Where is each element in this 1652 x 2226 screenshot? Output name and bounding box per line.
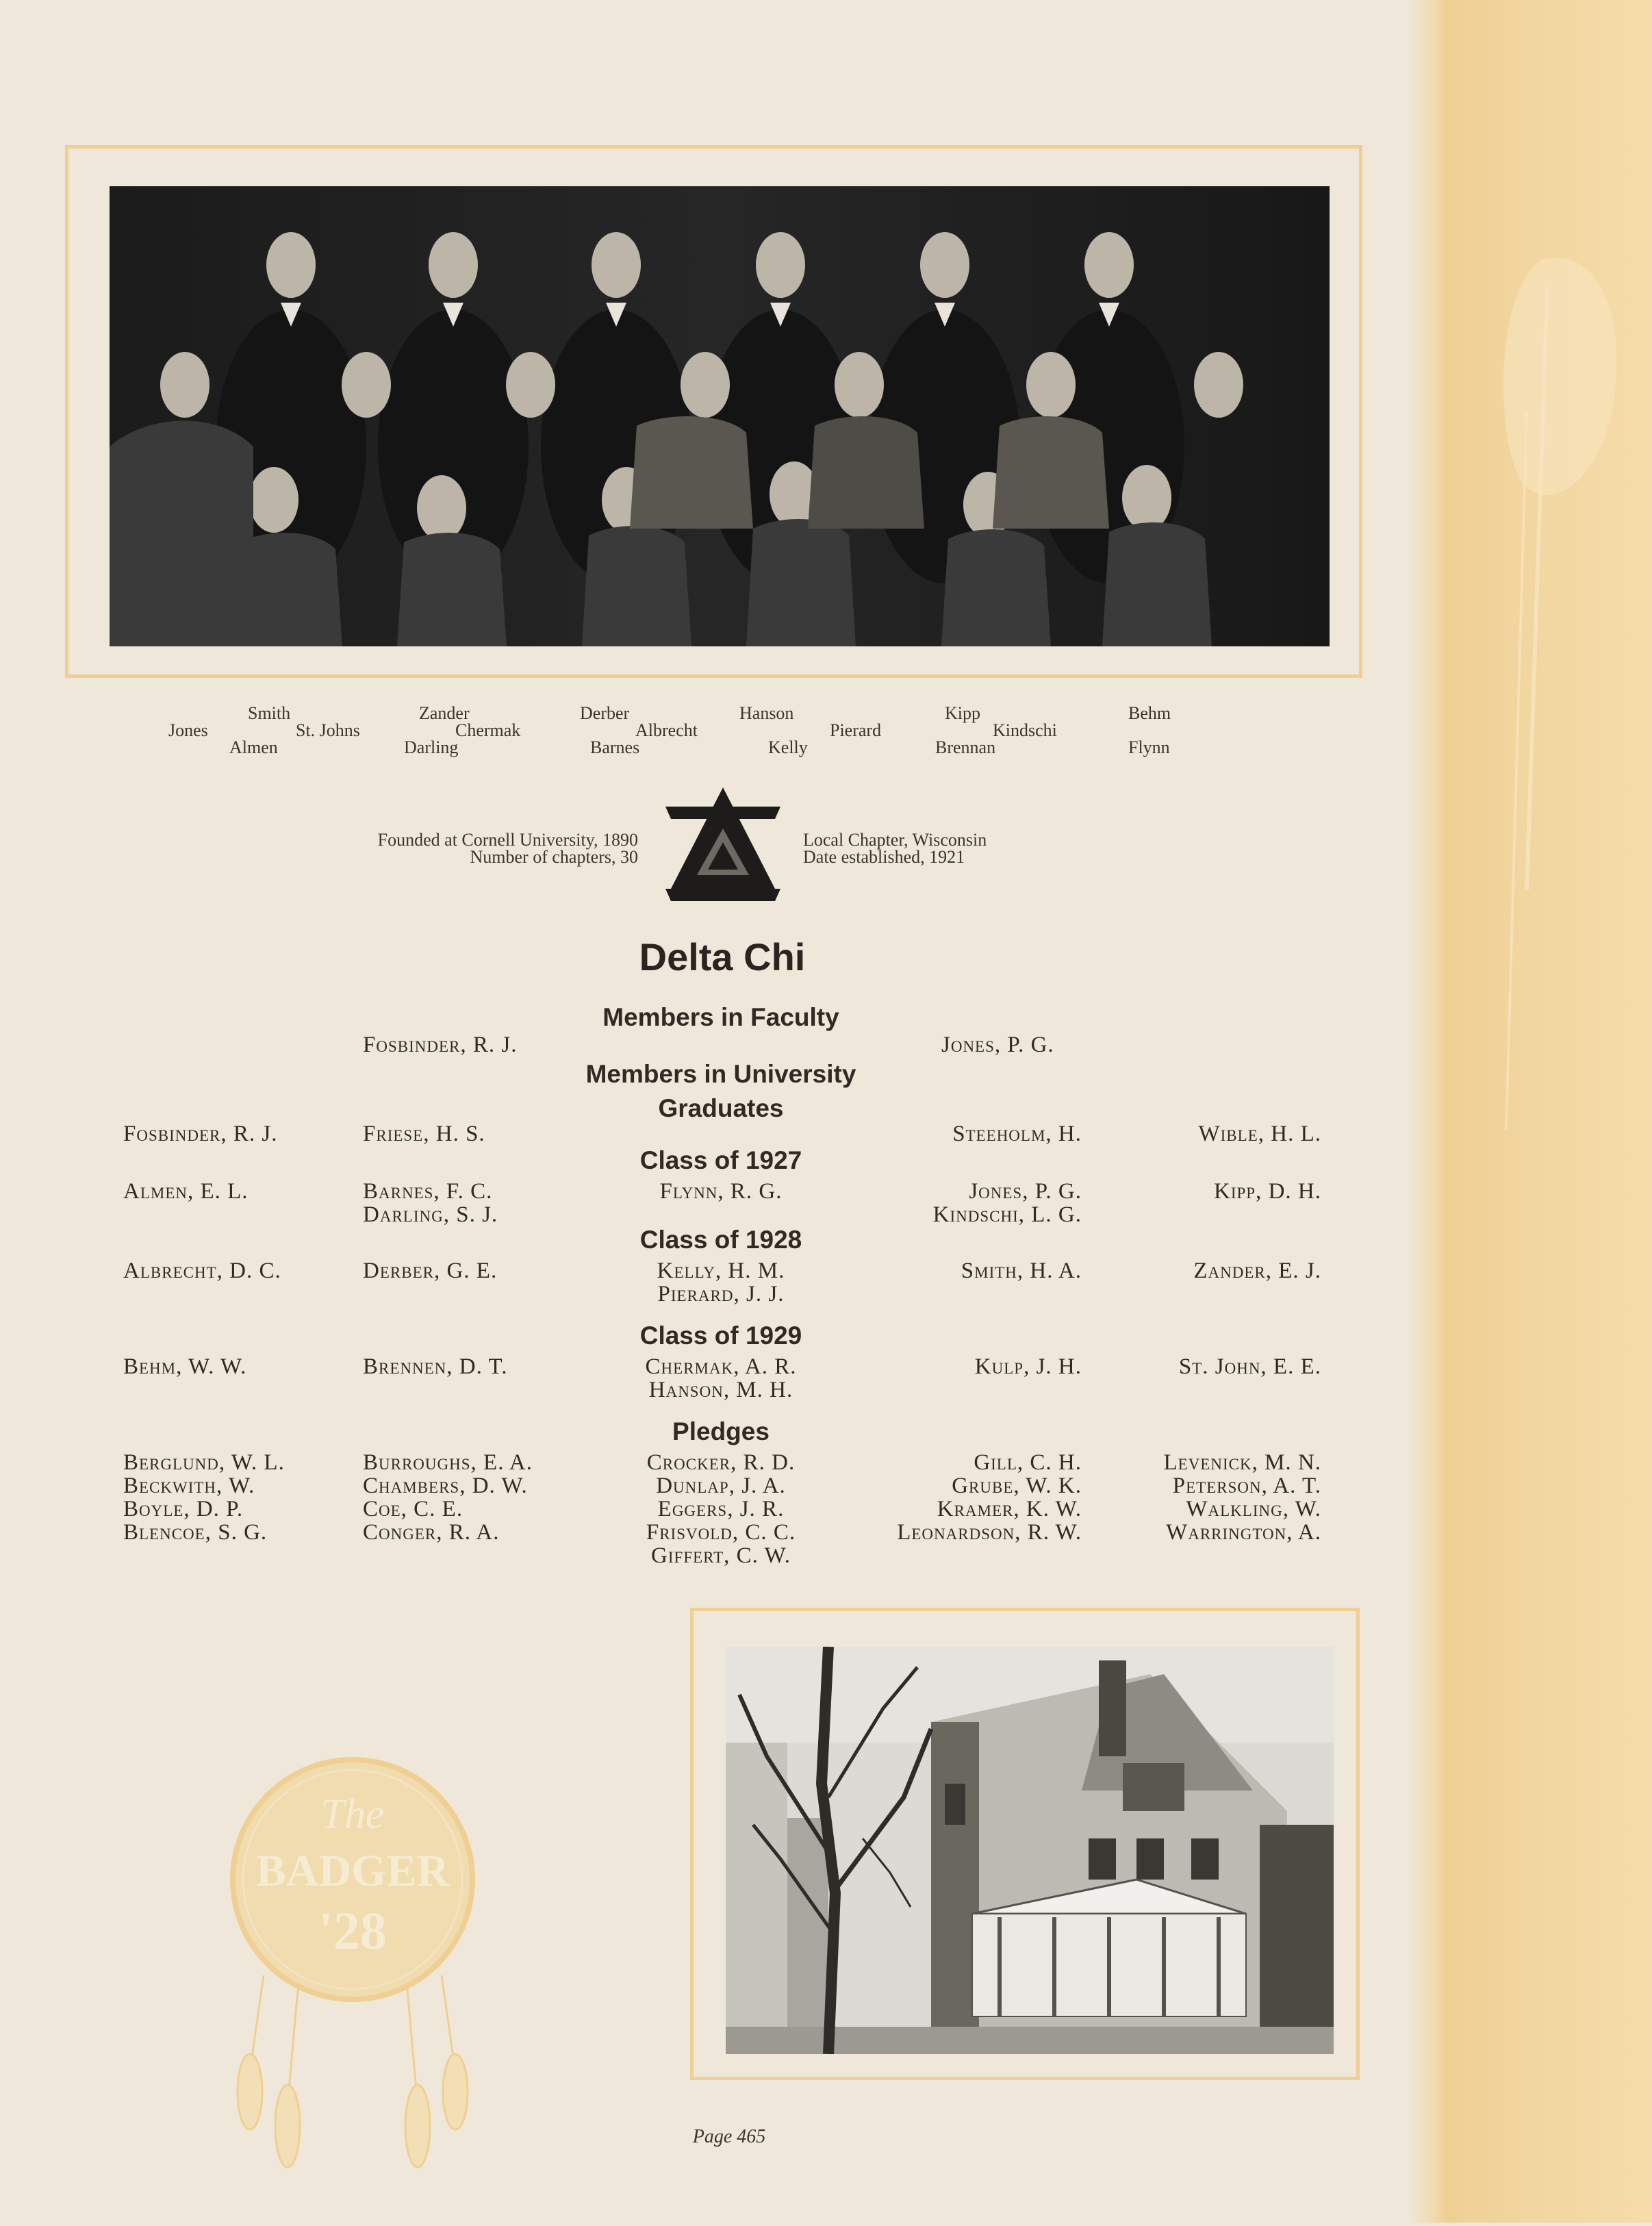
member-entry: Hanson, M. H. [648, 1378, 793, 1402]
pledge-entry: Dunlap, J. A. [656, 1474, 786, 1498]
member-entry: Fosbinder, R. J. [363, 1033, 518, 1057]
pledge-entry: Conger, R. A. [363, 1520, 500, 1545]
house-photo [726, 1647, 1334, 2054]
section-heading-1928: Class of 1928 [639, 1226, 802, 1254]
pledge-entry: Levenick, M. N. [1163, 1450, 1321, 1475]
caption-name: Zander [419, 703, 470, 723]
member-entry: Kulp, J. H. [974, 1354, 1082, 1379]
caption-name: Flynn [1128, 737, 1170, 757]
pledge-entry: Grube, W. K. [952, 1474, 1082, 1498]
member-entry: Jones, P. G. [941, 1033, 1054, 1057]
pledge-entry: Crocker, R. D. [646, 1450, 796, 1475]
emblem-the: The [320, 1791, 385, 1838]
pledge-entry: Blencoe, S. G. [123, 1520, 268, 1545]
member-entry: Albrecht, D. C. [123, 1259, 281, 1283]
pledge-entry: Giffert, C. W. [651, 1543, 791, 1568]
member-entry: St. John, E. E. [1178, 1354, 1321, 1379]
member-entry: Flynn, R. G. [659, 1179, 783, 1204]
member-entry: Brennen, D. T. [363, 1354, 508, 1379]
pledge-entry: Boyle, D. P. [123, 1497, 244, 1521]
caption-name: Chermak [455, 720, 521, 740]
page-title: Delta Chi [639, 935, 806, 978]
member-entry: Smith, H. A. [961, 1259, 1082, 1283]
section-heading-1927: Class of 1927 [639, 1146, 802, 1174]
page-edge-band [1445, 0, 1652, 2223]
pledge-entry: Berglund, W. L. [123, 1450, 285, 1475]
local-chapter-line: Local Chapter, Wisconsin [803, 830, 987, 850]
member-entry: Behm, W. W. [123, 1354, 247, 1379]
caption-name: Smith [248, 703, 291, 723]
pledge-entry: Burroughs, E. A. [363, 1450, 533, 1475]
emblem-year: '28 [318, 1901, 387, 1960]
member-entry: Kipp, D. H. [1214, 1179, 1321, 1204]
pledge-entry: Eggers, J. R. [657, 1497, 785, 1521]
caption-name: Behm [1128, 703, 1171, 723]
delta-chi-crest [665, 786, 780, 906]
pledge-entry: Beckwith, W. [123, 1474, 255, 1498]
member-entry: Kelly, H. M. [657, 1259, 785, 1283]
caption-name: Brennan [935, 737, 996, 757]
pledge-entry: Peterson, A. T. [1172, 1474, 1321, 1498]
emblem-badger: BADGER [255, 1846, 450, 1896]
member-entry: Kindschi, L. G. [932, 1202, 1082, 1227]
member-entry: Darling, S. J. [363, 1202, 498, 1227]
group-photo [110, 186, 1330, 646]
section-heading-graduates: Graduates [658, 1094, 784, 1122]
member-entry: Derber, G. E. [363, 1259, 498, 1283]
member-entry: Friese, H. S. [363, 1122, 485, 1146]
pledge-entry: Chambers, D. W. [363, 1474, 528, 1498]
member-entry: Pierard, J. J. [657, 1282, 785, 1306]
caption-name: Hanson [739, 703, 794, 723]
member-entry: Fosbinder, R. J. [123, 1122, 278, 1146]
member-entry: Jones, P. G. [969, 1179, 1082, 1204]
member-entry: Zander, E. J. [1193, 1259, 1321, 1283]
pledge-entry: Gill, C. H. [974, 1450, 1082, 1475]
caption-name: Almen [229, 737, 278, 757]
badger-emblem [223, 1749, 483, 2174]
caption-name: Kipp [945, 703, 980, 723]
pledge-entry: Coe, C. E. [363, 1497, 463, 1521]
pledge-entry: Kramer, K. W. [937, 1497, 1082, 1521]
caption-name: Derber [580, 703, 630, 723]
member-entry: Wible, H. L. [1198, 1122, 1321, 1146]
member-entry: Barnes, F. C. [363, 1179, 493, 1204]
member-entry: Steeholm, H. [952, 1122, 1082, 1146]
member-entry: Almen, E. L. [123, 1179, 249, 1204]
chapters-line: Number of chapters, 30 [470, 847, 638, 867]
caption-name: Barnes [590, 737, 640, 757]
section-heading-faculty: Members in Faculty [602, 1003, 839, 1031]
caption-name: Jones [168, 720, 208, 740]
page-edge-strip [1407, 0, 1448, 2223]
section-heading-1929: Class of 1929 [639, 1321, 802, 1350]
pledge-entry: Leonardson, R. W. [897, 1520, 1082, 1545]
caption-name: St. Johns [296, 720, 360, 740]
feather-decoration [1445, 0, 1652, 2223]
page-number: Page 465 [692, 2126, 766, 2147]
caption-name: Kindschi [993, 720, 1057, 740]
section-heading-university: Members in University [585, 1060, 856, 1088]
caption-name: Pierard [830, 720, 882, 740]
caption-name: Kelly [768, 737, 808, 757]
pledge-entry: Walkling, W. [1186, 1497, 1321, 1521]
section-heading-pledges: Pledges [672, 1417, 770, 1445]
caption-name: Albrecht [635, 720, 698, 740]
established-line: Date established, 1921 [803, 847, 965, 867]
member-entry: Chermak, A. R. [645, 1354, 797, 1379]
caption-name: Darling [404, 737, 459, 757]
pledge-entry: Frisvold, C. C. [646, 1520, 796, 1545]
pledge-entry: Warrington, A. [1166, 1520, 1321, 1545]
founding-line: Founded at Cornell University, 1890 [377, 830, 638, 850]
